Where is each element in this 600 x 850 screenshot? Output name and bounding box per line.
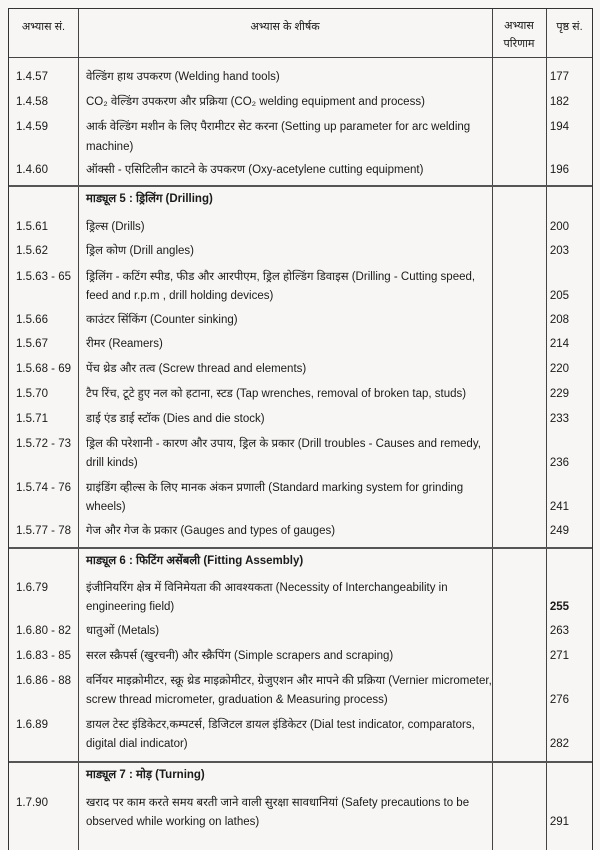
section-divider <box>9 185 592 187</box>
module-heading: माड्यूल 6 : फिटिंग असेंबली (Fitting Assembly) <box>86 555 304 567</box>
contents-table: अभ्यास सं. अभ्यास के शीर्षक अभ्यास परिणाम पृष्ठ सं. 1.4.57 वेल्डिंग हाथ उपकरण (Welding hand tools) 177 1.4.58 CO₂ वेल्डिंग उपकरण और प्रक्रिया (CO₂ welding equipment and process) 182 1.4.59 आर्क वेल्डिंग मशीन के लिए पैरामीटर सेट करना (Setting up parameter for arc welding machine) 194 1.4.60 ऑक्सी - एसिटिलीन काटने के उपकरण (Oxy-acetylene cutting equipment) 196 माड्यूल 5 : ड्रिलिंग (Drilling) 1.5.61 ड्रिल्स (Drills) 200 1.5.62 ड्रिल कोण (Drill angles) 203 1.5.63 - 65 ड्रिलिंग - कटिंग स्पीड, फीड और आरपीएम, ड्रिल होल्डिंग डिवाइस (Drilling - Cutting speed, feed and r.p.m , drill holding devices) 205 1.5.66 काउंटर सिंकिंग (Counter sinking) 208 1.5.67 रीमर (Reamers) 214 1.5.68 - 69 पेंच थ्रेड और तत्व (Screw thread and elements) 220 1.5.70 टैप रिंच, टूटे हुए नल को हटाना, स्टड (Tap wrenches, removal of broken tap, studs) 229 1.5.71 डाई एंड डाई स्टॉक (Dies and die stock) 233 1.5.72 - 73 ड्रिल की परेशानी - कारण और उपाय, ड्रिल के प्रकार (Drill troubles - Causes and remedy, drill kinds) 236 1.5.74 - 76 ग्राइंडिंग व्हील्स के लिए मानक अंकन प्रणाली (Standard marking system for grinding wheels) 241 1.5.77 - 78 गेज और गेज के प्रकार (Gauges and types of gauges) 249 माड्यूल 6 : फिटिंग असेंबली (Fitting Assembly) 1.6.79 इंजीनियरिंग क्षेत्र में विनिमेयता की आवश्यकता (Necessity of Interchangeability in engineering field) 255 1.6.80 - 82 धातुओं (Metals) 263 1.6.83 - 85 सरल स्क्रैपर्स (खुरचनी) और स्क्रैपिंग (Simple scrapers and scraping) 271 1.6.86 - 88 वर्नियर माइक्रोमीटर, स्क्रू थ्रेड माइक्रोमीटर, ग्रेजुएशन और मापने की प्रक्रिया (Vernier micrometer, screw thread micrometer, graduation & Measuring process) 276 1.6.89 डायल टेस्ट इंडिकेटर,कम्पटर्स, डिजिटल डायल इंडिकेटर (Dial test indicator, comparators, digital dial indicator) 282 माड्यूल 7 : मोड़ (Turning) 1.7.90 खराद पर काम करते समय बरती जाने वाली सुरक्षा सावधानियां (Safety precautions to be observed while working on lathes) 291 <box>8 8 593 850</box>
header-bottom-border <box>9 57 592 58</box>
module-heading: माड्यूल 5 : ड्रिलिंग (Drilling) <box>86 193 213 205</box>
header-exercise-no: अभ्यास सं. <box>21 21 66 33</box>
module-heading: माड्यूल 7 : मोड़ (Turning) <box>86 769 205 781</box>
column-divider <box>78 9 79 850</box>
header-exercise-title: अभ्यास के शीर्षक <box>250 21 320 33</box>
section-divider <box>9 547 592 549</box>
header-page-no: पृष्ठ सं. <box>556 21 583 33</box>
header-outcome: अभ्यास परिणाम <box>503 20 535 50</box>
section-divider <box>9 761 592 763</box>
column-divider <box>492 9 493 850</box>
